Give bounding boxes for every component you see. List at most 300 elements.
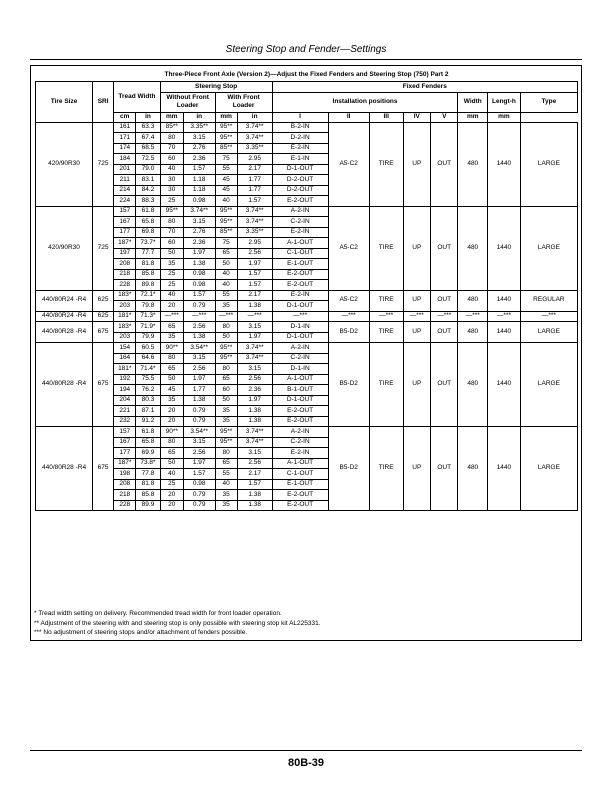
fender-width-cell: 480: [458, 206, 488, 290]
position-i-cell: E-2-OUT: [272, 269, 328, 280]
table-row: [36, 427, 578, 438]
position-iii-cell: TIRE: [369, 427, 403, 511]
with-loader-mm-cell: 55: [215, 164, 237, 175]
with-loader-in-cell: 3.74**: [237, 206, 272, 217]
tread-cm-cell: 211: [114, 175, 136, 186]
position-i-cell: D-1-OUT: [272, 164, 328, 175]
fender-width-cell: —***: [458, 311, 488, 322]
position-iv-cell: UP: [403, 322, 430, 343]
with-loader-mm-cell: 65: [215, 458, 237, 469]
with-loader-in-cell: 3.74**: [237, 353, 272, 364]
tread-cm-cell: 184: [114, 154, 136, 165]
without-loader-in-cell: 0.79: [183, 490, 215, 501]
position-v-cell: —***: [431, 311, 458, 322]
position-i-cell: E-1-IN: [272, 154, 328, 165]
without-loader-mm-cell: —***: [160, 311, 183, 322]
position-i-cell: E-2-IN: [272, 290, 328, 301]
tread-in-cell: 72.5: [136, 154, 160, 165]
without-loader-mm-cell: 80: [160, 437, 183, 448]
with-loader-mm-cell: 35: [215, 301, 237, 312]
unit-cell: mm: [160, 112, 183, 122]
without-loader-in-cell: 0.79: [183, 500, 215, 511]
tread-in-cell: 60.5: [136, 343, 160, 354]
with-loader-in-cell: 1.38: [237, 500, 272, 511]
tread-cm-cell: 167: [114, 437, 136, 448]
tread-in-cell: 73.7*: [136, 238, 160, 249]
with-loader-mm-cell: 65: [215, 248, 237, 259]
fender-length-cell: 1440: [488, 122, 521, 206]
tread-in-cell: 81.8: [136, 259, 160, 270]
with-loader-mm-cell: 40: [215, 196, 237, 207]
without-loader-mm-cell: 65: [160, 448, 183, 459]
with-loader-in-cell: 1.38: [237, 416, 272, 427]
without-loader-in-cell: 3.35**: [183, 122, 215, 133]
position-i-cell: A-2-IN: [272, 427, 328, 438]
tread-in-cell: 88.3: [136, 196, 160, 207]
without-loader-mm-cell: 25: [160, 479, 183, 490]
table-row: [36, 322, 578, 333]
without-loader-mm-cell: 25: [160, 196, 183, 207]
without-loader-mm-cell: 40: [160, 469, 183, 480]
without-loader-in-cell: 1.57: [183, 164, 215, 175]
with-loader-in-cell: 2.17: [237, 164, 272, 175]
position-v-cell: OUT: [431, 206, 458, 290]
unit-cell: IV: [403, 112, 430, 122]
position-i-cell: A-1-OUT: [272, 238, 328, 249]
without-loader-mm-cell: 90**: [160, 427, 183, 438]
with-loader-in-cell: 3.74**: [237, 427, 272, 438]
tread-cm-cell: 161: [114, 122, 136, 133]
tread-cm-cell: 187*: [114, 458, 136, 469]
without-loader-in-cell: 0.79: [183, 301, 215, 312]
table-row: [36, 343, 578, 354]
tread-in-cell: 77.8: [136, 469, 160, 480]
col-sri: SRI: [93, 82, 114, 123]
position-ii-cell: A5-C2: [328, 290, 369, 311]
without-loader-in-cell: 2.36: [183, 154, 215, 165]
tread-cm-cell: 194: [114, 385, 136, 396]
without-loader-in-cell: 1.38: [183, 395, 215, 406]
tread-in-cell: 61.8: [136, 206, 160, 217]
col-length: Lengt-h: [488, 92, 521, 112]
tread-cm-cell: 198: [114, 469, 136, 480]
position-i-cell: E-2-OUT: [272, 416, 328, 427]
tread-cm-cell: 214: [114, 185, 136, 196]
without-loader-in-cell: 1.57: [183, 469, 215, 480]
with-loader-mm-cell: 45: [215, 185, 237, 196]
without-loader-mm-cell: 95**: [160, 206, 183, 217]
without-loader-in-cell: 3.54**: [183, 427, 215, 438]
with-loader-in-cell: 3.15: [237, 448, 272, 459]
with-loader-in-cell: 1.38: [237, 490, 272, 501]
with-loader-mm-cell: 50: [215, 395, 237, 406]
with-loader-in-cell: 2.56: [237, 458, 272, 469]
tread-in-cell: 65.8: [136, 437, 160, 448]
sri-cell: 625: [93, 311, 114, 322]
fender-width-cell: 480: [458, 343, 488, 427]
unit-cell: II: [328, 112, 369, 122]
with-loader-mm-cell: 55: [215, 469, 237, 480]
position-i-cell: A-2-IN: [272, 206, 328, 217]
without-loader-in-cell: 2.56: [183, 448, 215, 459]
tread-cm-cell: 183*: [114, 290, 136, 301]
position-i-cell: E-2-OUT: [272, 490, 328, 501]
tread-in-cell: 84.2: [136, 185, 160, 196]
tire-size-cell: 440/80R28 -R4: [36, 322, 93, 343]
with-loader-mm-cell: 40: [215, 269, 237, 280]
tread-in-cell: 87.1: [136, 406, 160, 417]
footnote: ** Adjustment of the steering with and steering stop is only possible with steering stop kit AL225331.: [34, 619, 321, 627]
without-loader-mm-cell: 35: [160, 395, 183, 406]
without-loader-in-cell: 0.79: [183, 406, 215, 417]
position-v-cell: OUT: [431, 322, 458, 343]
tread-cm-cell: 171: [114, 133, 136, 144]
position-i-cell: E-2-OUT: [272, 406, 328, 417]
unit-cell: III: [369, 112, 403, 122]
without-loader-mm-cell: 70: [160, 227, 183, 238]
tread-in-cell: 79.8: [136, 301, 160, 312]
without-loader-in-cell: 2.76: [183, 227, 215, 238]
position-i-cell: E-2-IN: [272, 227, 328, 238]
position-i-cell: C-2-IN: [272, 353, 328, 364]
position-i-cell: E-2-OUT: [272, 280, 328, 291]
without-loader-in-cell: 2.76: [183, 143, 215, 154]
tread-cm-cell: 203: [114, 301, 136, 312]
fender-width-cell: 480: [458, 322, 488, 343]
tread-in-cell: 72.1*: [136, 290, 160, 301]
tread-in-cell: 85.8: [136, 269, 160, 280]
without-loader-mm-cell: 40: [160, 290, 183, 301]
fender-length-cell: —***: [488, 311, 521, 322]
without-loader-mm-cell: 80: [160, 133, 183, 144]
without-loader-in-cell: 3.15: [183, 437, 215, 448]
with-loader-mm-cell: 50: [215, 259, 237, 270]
col-width: Width: [458, 92, 488, 112]
position-i-cell: E-1-OUT: [272, 479, 328, 490]
with-loader-mm-cell: 40: [215, 479, 237, 490]
without-loader-in-cell: 1.18: [183, 185, 215, 196]
with-loader-in-cell: 3.35**: [237, 227, 272, 238]
tread-in-cell: 81.8: [136, 479, 160, 490]
with-loader-mm-cell: 95**: [215, 437, 237, 448]
col-fixed-fenders: Fixed Fenders: [272, 82, 577, 93]
table-body: [36, 122, 578, 511]
with-loader-mm-cell: 80: [215, 448, 237, 459]
position-i-cell: C-2-IN: [272, 437, 328, 448]
position-iii-cell: TIRE: [369, 343, 403, 427]
without-loader-in-cell: 1.38: [183, 332, 215, 343]
tread-cm-cell: 208: [114, 479, 136, 490]
position-i-cell: D-2-OUT: [272, 175, 328, 186]
without-loader-mm-cell: 35: [160, 259, 183, 270]
sri-cell: 675: [93, 322, 114, 343]
tread-in-cell: 77.7: [136, 248, 160, 259]
position-i-cell: D-1-IN: [272, 322, 328, 333]
unit-cell: mm: [458, 112, 488, 122]
position-iii-cell: —***: [369, 311, 403, 322]
tread-in-cell: 89.8: [136, 280, 160, 291]
with-loader-mm-cell: 40: [215, 280, 237, 291]
with-loader-mm-cell: 95**: [215, 122, 237, 133]
without-loader-mm-cell: 45: [160, 385, 183, 396]
without-loader-in-cell: 1.77: [183, 385, 215, 396]
position-ii-cell: B5-D2: [328, 427, 369, 511]
without-loader-in-cell: 3.54**: [183, 343, 215, 354]
without-loader-mm-cell: 30: [160, 185, 183, 196]
without-loader-mm-cell: 20: [160, 500, 183, 511]
tire-size-cell: 440/80R24 -R4: [36, 290, 93, 311]
col-steering-stop: Steering Stop: [160, 82, 272, 93]
without-loader-mm-cell: 40: [160, 164, 183, 175]
with-loader-in-cell: 2.17: [237, 290, 272, 301]
footnote: * Tread width setting on delivery. Recommended tread width for front loader operation.: [34, 610, 282, 617]
unit-cell: in: [183, 112, 215, 122]
tread-in-cell: 91.2: [136, 416, 160, 427]
footnote: *** No adjustment of steering stops and/or attachment of fenders possible.: [34, 629, 248, 636]
tread-cm-cell: 203: [114, 332, 136, 343]
without-loader-in-cell: 2.56: [183, 322, 215, 333]
tread-cm-cell: 228: [114, 280, 136, 291]
tread-cm-cell: 181*: [114, 364, 136, 375]
page-number: 80B-39: [287, 757, 325, 769]
with-loader-mm-cell: 80: [215, 322, 237, 333]
tread-in-cell: 80.3: [136, 395, 160, 406]
tread-in-cell: 71.4*: [136, 364, 160, 375]
sri-cell: 725: [93, 206, 114, 290]
position-i-cell: E-1-OUT: [272, 259, 328, 270]
header-rule: [30, 59, 582, 60]
with-loader-in-cell: 2.17: [237, 469, 272, 480]
tread-cm-cell: 187*: [114, 238, 136, 249]
tread-cm-cell: 201: [114, 164, 136, 175]
col-with-loader: With Front Loader: [215, 92, 272, 112]
tread-cm-cell: 228: [114, 500, 136, 511]
with-loader-mm-cell: 50: [215, 332, 237, 343]
position-i-cell: C-1-OUT: [272, 469, 328, 480]
without-loader-mm-cell: 50: [160, 374, 183, 385]
position-ii-cell: B5-D2: [328, 322, 369, 343]
col-type: Type: [520, 92, 577, 112]
without-loader-in-cell: 2.56: [183, 364, 215, 375]
sri-cell: 675: [93, 427, 114, 511]
without-loader-mm-cell: 60: [160, 238, 183, 249]
without-loader-in-cell: —***: [183, 311, 215, 322]
table-row: [36, 290, 578, 301]
with-loader-mm-cell: 85**: [215, 227, 237, 238]
col-without-loader: Without Front Loader: [160, 92, 215, 112]
fender-type-cell: LARGE: [520, 427, 577, 511]
without-loader-mm-cell: 20: [160, 416, 183, 427]
unit-cell: I: [272, 112, 328, 122]
with-loader-in-cell: 1.97: [237, 259, 272, 270]
position-ii-cell: B5-D2: [328, 343, 369, 427]
position-iii-cell: TIRE: [369, 322, 403, 343]
position-i-cell: D-1-OUT: [272, 395, 328, 406]
without-loader-in-cell: 1.38: [183, 259, 215, 270]
position-v-cell: OUT: [431, 290, 458, 311]
position-i-cell: D-2-IN: [272, 133, 328, 144]
with-loader-mm-cell: 45: [215, 175, 237, 186]
tread-in-cell: 64.6: [136, 353, 160, 364]
with-loader-in-cell: 2.56: [237, 248, 272, 259]
fender-type-cell: LARGE: [520, 322, 577, 343]
tread-in-cell: 69.8: [136, 227, 160, 238]
with-loader-mm-cell: 85**: [215, 143, 237, 154]
with-loader-in-cell: 2.95: [237, 238, 272, 249]
without-loader-mm-cell: 25: [160, 269, 183, 280]
tread-cm-cell: 181*: [114, 311, 136, 322]
position-ii-cell: —***: [328, 311, 369, 322]
unit-cell: cm: [114, 112, 136, 122]
without-loader-in-cell: 0.98: [183, 280, 215, 291]
unit-cell: in: [136, 112, 160, 122]
position-i-cell: B-2-IN: [272, 122, 328, 133]
position-i-cell: C-2-IN: [272, 217, 328, 228]
tread-in-cell: 71.9*: [136, 322, 160, 333]
position-iii-cell: TIRE: [369, 206, 403, 290]
with-loader-in-cell: 3.74**: [237, 122, 272, 133]
position-iii-cell: TIRE: [369, 290, 403, 311]
without-loader-in-cell: 1.18: [183, 175, 215, 186]
without-loader-mm-cell: 80: [160, 217, 183, 228]
units-row: [36, 112, 578, 122]
tread-cm-cell: 174: [114, 143, 136, 154]
position-i-cell: B-1-OUT: [272, 385, 328, 396]
without-loader-mm-cell: 70: [160, 143, 183, 154]
position-i-cell: D-1-IN: [272, 364, 328, 375]
without-loader-mm-cell: 20: [160, 490, 183, 501]
fender-length-cell: 1440: [488, 427, 521, 511]
tread-cm-cell: 218: [114, 269, 136, 280]
tread-cm-cell: 192: [114, 374, 136, 385]
tread-in-cell: 89.9: [136, 500, 160, 511]
tread-cm-cell: 224: [114, 196, 136, 207]
with-loader-mm-cell: 80: [215, 364, 237, 375]
col-tread-width: Tread Width: [114, 82, 160, 113]
with-loader-mm-cell: 95**: [215, 427, 237, 438]
tire-size-cell: 440/80R24 -R4: [36, 311, 93, 322]
with-loader-mm-cell: 35: [215, 500, 237, 511]
position-iv-cell: UP: [403, 206, 430, 290]
tread-cm-cell: 157: [114, 427, 136, 438]
with-loader-mm-cell: 75: [215, 238, 237, 249]
position-iii-cell: TIRE: [369, 122, 403, 206]
tread-cm-cell: 218: [114, 490, 136, 501]
position-i-cell: C-1-OUT: [272, 248, 328, 259]
tread-cm-cell: 177: [114, 227, 136, 238]
table-row: [36, 311, 578, 322]
with-loader-mm-cell: 55: [215, 290, 237, 301]
with-loader-in-cell: 1.57: [237, 280, 272, 291]
fender-type-cell: LARGE: [520, 343, 577, 427]
with-loader-mm-cell: 95**: [215, 343, 237, 354]
position-v-cell: OUT: [431, 427, 458, 511]
tread-cm-cell: 154: [114, 343, 136, 354]
position-ii-cell: A5-C2: [328, 122, 369, 206]
col-tire-size: Tire Size: [36, 82, 93, 123]
tread-in-cell: 73.8*: [136, 458, 160, 469]
tread-cm-cell: 164: [114, 353, 136, 364]
with-loader-in-cell: 1.38: [237, 406, 272, 417]
position-ii-cell: A5-C2: [328, 206, 369, 290]
with-loader-mm-cell: 95**: [215, 353, 237, 364]
tread-in-cell: 76.2: [136, 385, 160, 396]
position-i-cell: D-2-OUT: [272, 185, 328, 196]
fender-type-cell: REGULAR: [520, 290, 577, 311]
without-loader-in-cell: 2.36: [183, 238, 215, 249]
with-loader-in-cell: 3.74**: [237, 217, 272, 228]
tire-size-cell: 420/90R30: [36, 122, 93, 206]
with-loader-in-cell: 1.97: [237, 395, 272, 406]
position-i-cell: A-1-OUT: [272, 458, 328, 469]
without-loader-mm-cell: 65: [160, 364, 183, 375]
fender-type-cell: LARGE: [520, 206, 577, 290]
sri-cell: 725: [93, 122, 114, 206]
unit-cell: in: [237, 112, 272, 122]
with-loader-in-cell: —***: [237, 311, 272, 322]
with-loader-mm-cell: 60: [215, 385, 237, 396]
with-loader-in-cell: 1.97: [237, 332, 272, 343]
position-i-cell: A-1-OUT: [272, 374, 328, 385]
position-iv-cell: UP: [403, 427, 430, 511]
position-iv-cell: UP: [403, 343, 430, 427]
tire-size-cell: 420/90R30: [36, 206, 93, 290]
without-loader-in-cell: 0.98: [183, 479, 215, 490]
tread-cm-cell: 197: [114, 248, 136, 259]
tread-cm-cell: 177: [114, 448, 136, 459]
without-loader-mm-cell: 35: [160, 332, 183, 343]
table-row: [36, 122, 578, 133]
without-loader-in-cell: 1.97: [183, 248, 215, 259]
position-i-cell: —***: [272, 311, 328, 322]
without-loader-in-cell: 3.15: [183, 353, 215, 364]
footer-rule: [30, 750, 582, 751]
tread-in-cell: 65.8: [136, 217, 160, 228]
tread-in-cell: 83.1: [136, 175, 160, 186]
without-loader-in-cell: 3.15: [183, 133, 215, 144]
with-loader-mm-cell: 35: [215, 490, 237, 501]
unit-cell: mm: [215, 112, 237, 122]
with-loader-in-cell: 3.15: [237, 364, 272, 375]
with-loader-mm-cell: —***: [215, 311, 237, 322]
with-loader-in-cell: 3.74**: [237, 133, 272, 144]
fender-length-cell: 1440: [488, 206, 521, 290]
with-loader-in-cell: 1.57: [237, 479, 272, 490]
with-loader-in-cell: 1.77: [237, 185, 272, 196]
tread-cm-cell: 204: [114, 395, 136, 406]
with-loader-in-cell: 1.57: [237, 269, 272, 280]
fender-length-cell: 1440: [488, 343, 521, 427]
without-loader-in-cell: 1.97: [183, 374, 215, 385]
position-iv-cell: UP: [403, 122, 430, 206]
unit-cell: mm: [488, 112, 521, 122]
without-loader-mm-cell: 50: [160, 248, 183, 259]
without-loader-in-cell: 1.97: [183, 458, 215, 469]
with-loader-in-cell: 3.15: [237, 322, 272, 333]
fender-width-cell: 480: [458, 122, 488, 206]
tread-in-cell: 79.9: [136, 332, 160, 343]
tread-in-cell: 61.8: [136, 427, 160, 438]
tread-in-cell: 68.5: [136, 143, 160, 154]
with-loader-in-cell: 2.95: [237, 154, 272, 165]
position-i-cell: A-2-IN: [272, 343, 328, 354]
page-header: Steering Stop and Fender—Settings: [225, 44, 387, 55]
sri-cell: 625: [93, 290, 114, 311]
with-loader-mm-cell: 35: [215, 416, 237, 427]
with-loader-in-cell: 1.38: [237, 301, 272, 312]
tread-in-cell: 79.0: [136, 164, 160, 175]
position-i-cell: E-2-OUT: [272, 500, 328, 511]
